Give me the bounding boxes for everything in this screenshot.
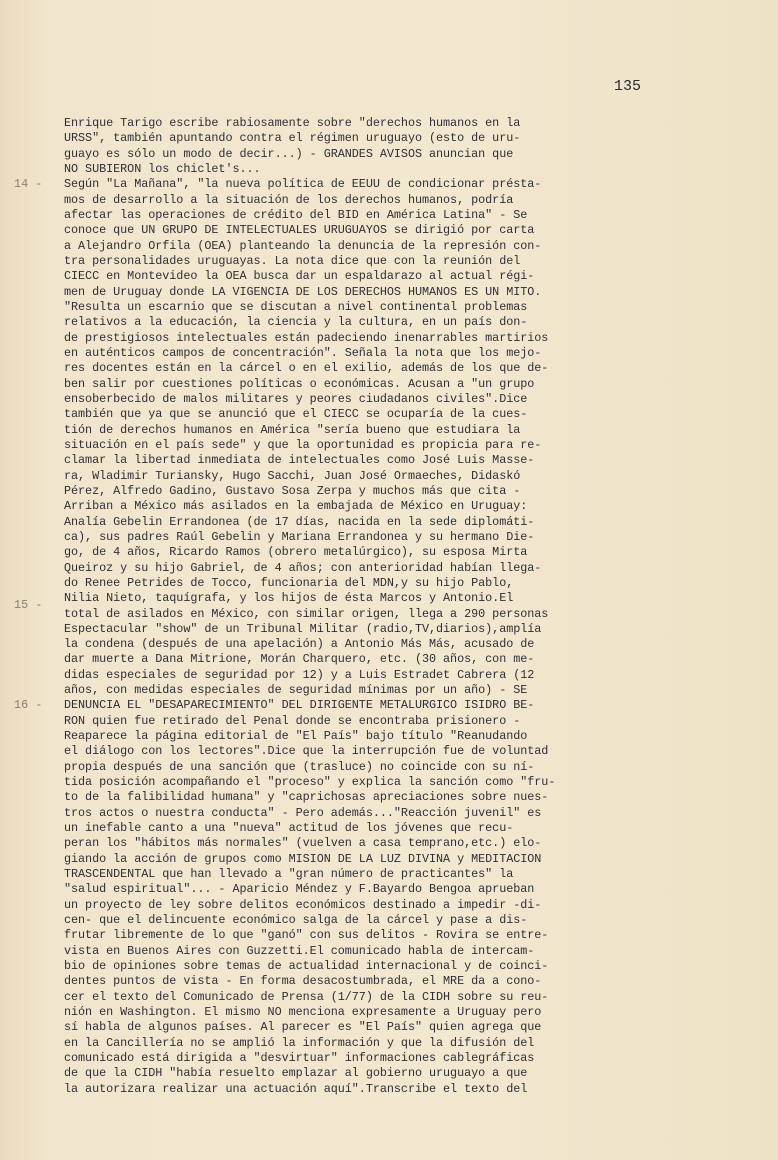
text-line: Arriban a México más asilados en la embajada de México en Uruguay:: [64, 499, 528, 514]
text-line: el diálogo con los lectores".Dice que la interrupción fue de voluntad: [64, 744, 549, 759]
text-line: total de asilados en México, con similar origen, llega a 290 personas: [64, 606, 549, 621]
text-line: dentes puntos de vista - En forma desacostumbrada, el MRE da a cono-: [64, 974, 542, 989]
text-line: men de Uruguay donde LA VIGENCIA DE LOS DERECHOS HUMANOS ES UN MITO.: [64, 284, 542, 299]
text-line: un proyecto de ley sobre delitos económicos destinado a impedir -di-: [64, 897, 542, 912]
text-line: TRASCENDENTAL que han llevado a "gran número de practicantes" la: [64, 867, 514, 882]
text-line: Espectacular "show" de un Tribunal Militar (radio,TV,diarios),amplía: [64, 621, 542, 636]
text-line: también que ya que se anunció que el CIECC se ocuparía de la cues-: [64, 407, 528, 422]
text-line: relativos a la educación, la ciencia y la cultura, en un país don-: [64, 315, 528, 330]
text-line: cen- que el delincuente económico salga de la cárcel y pase a dis-: [64, 913, 528, 928]
text-line: ben salir por cuestiones políticas o económicas. Acusan a "un grupo: [64, 376, 535, 391]
text-line: conoce que UN GRUPO DE INTELECTUALES URUGUAYOS se dirigió por carta: [64, 223, 535, 238]
text-line: peran los "hábitos más normales" (vuelven a casa temprano,etc.) elo-: [64, 836, 542, 851]
text-line: de que la CIDH "había resuelto emplazar al gobierno uruguayo a que: [64, 1066, 528, 1081]
text-line: CIECC en Montevideo la OEA busca dar un espaldarazo al actual régi-: [64, 269, 535, 284]
text-line: años, con medidas especiales de seguridad mínimas por un año) - SE: [64, 683, 528, 698]
text-line: clamar la libertad inmediata de intelectuales como José Luis Masse-: [64, 453, 535, 468]
text-line: comunicado está dirigida a "desvirtuar" informaciones cablegráficas: [64, 1051, 535, 1066]
text-line: Queiroz y su hijo Gabriel, de 4 años; con anterioridad habían llega-: [64, 560, 542, 575]
text-line: frutar libremente de lo que "ganó" con sus delitos - Rovira se entre-: [64, 928, 549, 943]
text-line: "Resulta un escarnio que se discutan a nivel continental problemas: [64, 299, 528, 314]
margin-marker-14: 14 -: [14, 177, 43, 191]
text-line: la condena (después de una apelación) a Antonio Más Más, acusado de: [64, 637, 535, 652]
text-line: Según "La Mañana", "la nueva política de EEUU de condicionar présta-: [64, 177, 542, 192]
text-line: res docentes están en la cárcel o en el exilio, además de los que de-: [64, 361, 549, 376]
text-line: tra personalidades uruguayas. La nota dice que con la reunión del: [64, 253, 521, 268]
text-line: situación en el país sede" y que la oportunidad es propicia para re-: [64, 437, 542, 452]
text-line: en auténticos campos de concentración". Señala la nota que los mejo-: [64, 345, 542, 360]
text-line: Enrique Tarigo escribe rabiosamente sobre "derechos humanos en la: [64, 116, 521, 130]
typewritten-body: [64, 116, 654, 1097]
text-line: ra, Wladimir Turiansky, Hugo Sacchi, Juan José Ormaeches, Didaskó: [64, 468, 521, 483]
text-line: ensoberbecido de malos militares y peores ciudadanos civiles".Dice: [64, 391, 528, 406]
text-line: cer el texto del Comunicado de Prensa (1/77) de la CIDH sobre su reu-: [64, 989, 549, 1004]
text-line: vista en Buenos Aires con Guzzetti.El comunicado habla de intercam-: [64, 943, 535, 958]
margin-marker-16: 16 -: [14, 698, 43, 712]
text-line: "salud espiritual"... - Aparicio Méndez y F.Bayardo Bengoa aprueban: [64, 882, 535, 897]
text-line: de prestigiosos intelectuales están padeciendo inenarrables martirios: [64, 330, 549, 345]
text-line: Reaparece la página editorial de "El País" bajo título "Reanudando: [64, 729, 528, 744]
text-line: URSS", también apuntando contra el régimen uruguayo (esto de uru-: [64, 131, 521, 146]
text-line: nión en Washington. El mismo NO menciona expresamente a Uruguay pero: [64, 1005, 542, 1020]
text-line: DENUNCIA EL "DESAPARECIMIENTO" DEL DIRIGENTE METALURGICO ISIDRO BE-: [64, 698, 535, 713]
text-line: tros actos o nuestra conducta" - Pero además..."Reacción juvenil" es: [64, 805, 542, 820]
margin-marker-15: 15 -: [14, 598, 43, 612]
text-line: propia después de una sanción que (trasluce) no coincide con su ní-: [64, 759, 535, 774]
text-line: mos de desarrollo a la situación de los derechos humanos, podría: [64, 192, 514, 207]
text-line: guayo es sólo un modo de decir...) - GRANDES AVISOS anuncian que: [64, 146, 514, 161]
text-line: Pérez, Alfredo Gadino, Gustavo Sosa Zerpa y muchos más que cita -: [64, 483, 521, 498]
text-line: NO SUBIERON los chiclet's...: [64, 161, 261, 176]
text-line: Nilia Nieto, taquígrafa, y los hijos de ésta Marcos y Antonio.El: [64, 591, 514, 606]
text-line: giando la acción de grupos como MISION DE LA LUZ DIVINA y MEDITACION: [64, 851, 542, 866]
text-line: bio de opiniones sobre temas de actualidad internacional y de coinci-: [64, 959, 549, 974]
text-line: afectar las operaciones de crédito del BID en América Latina" - Se: [64, 207, 528, 222]
text-line: sí habla de algunos países. Al parecer es "El País" quien agrega que: [64, 1020, 542, 1035]
text-line: do Renee Petrides de Tocco, funcionaria del MDN,y su hijo Pablo,: [64, 575, 514, 590]
text-line: didas especiales de seguridad por 12) y a Luis Estradet Cabrera (12: [64, 667, 535, 682]
text-line: un inefable canto a una "nueva" actitud de los jóvenes que recu-: [64, 821, 514, 836]
text-line: la autorizara realizar una actuación aquí".Transcribe el texto del: [64, 1081, 528, 1096]
text-line: Analía Gebelin Errandonea (de 17 días, nacida en la sede diplomáti-: [64, 514, 535, 529]
page-number: 135: [614, 78, 642, 95]
text-line: RON quien fue retirado del Penal donde se encontraba prisionero -: [64, 713, 521, 728]
text-line: dar muerte a Dana Mitrione, Morán Charquero, etc. (30 años, con me-: [64, 652, 535, 667]
text-line: tida posición acompañando el "proceso" y explica la sanción como "fru-: [64, 775, 556, 790]
text-line: a Alejandro Orfila (OEA) planteando la denuncia de la represión con-: [64, 238, 542, 253]
text-line: ca), sus padres Raúl Gebelin y Mariana Errandonea y su hermano Die-: [64, 529, 535, 544]
text-line: to de la falibilidad humana" y "caprichosas apreciaciones sobre nues-: [64, 790, 549, 805]
text-line: tión de derechos humanos en América "sería bueno que estudiara la: [64, 422, 521, 437]
text-line: go, de 4 años, Ricardo Ramos (obrero metalúrgico), su esposa Mirta: [64, 545, 528, 560]
text-line: en la Cancillería no se amplió la información y que la difusión del: [64, 1035, 535, 1050]
